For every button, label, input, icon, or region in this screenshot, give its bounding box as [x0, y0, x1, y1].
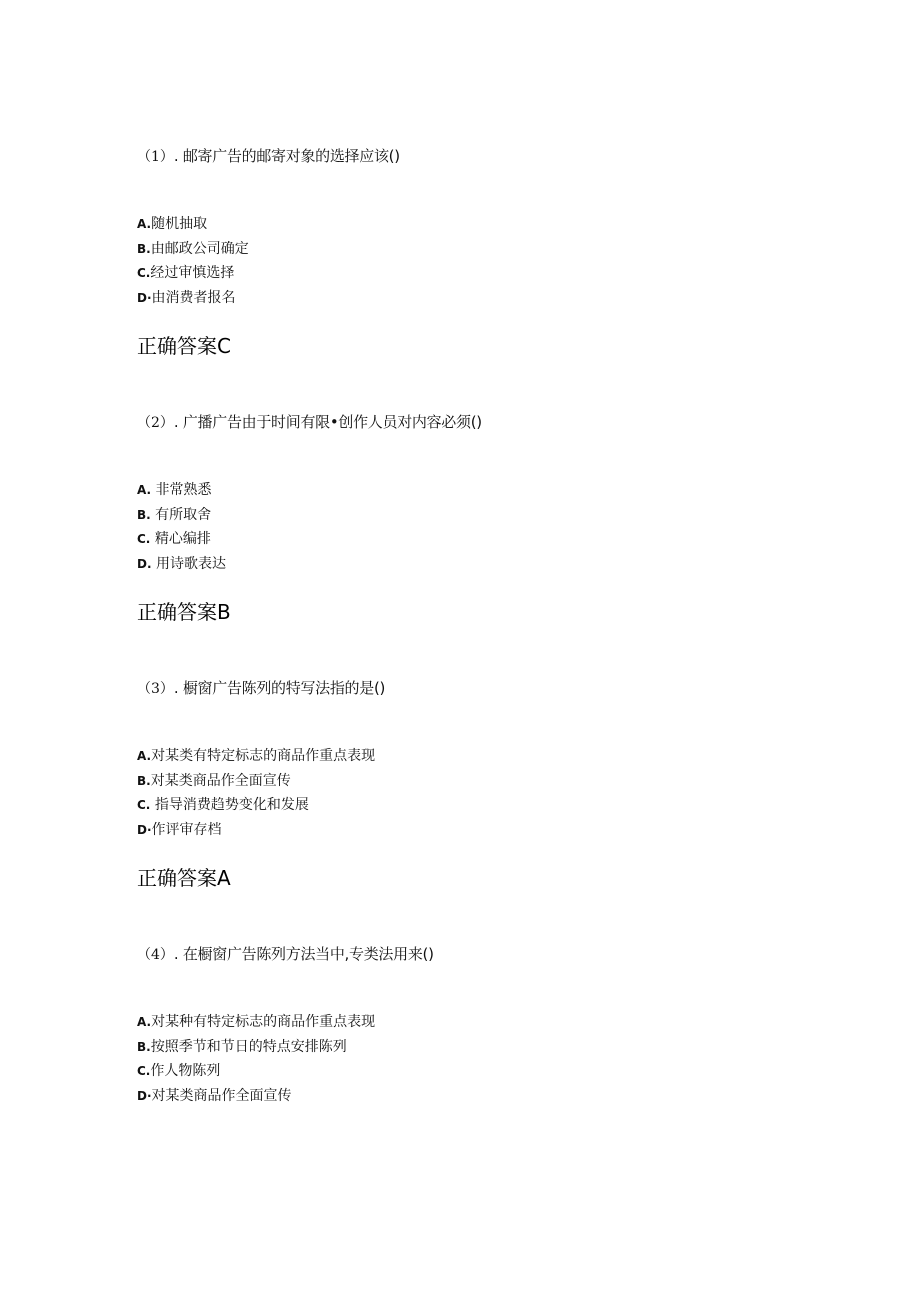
- option-d: [137, 286, 837, 311]
- option-b: [137, 237, 837, 262]
- option-letter: B.: [137, 507, 151, 522]
- option-list: [137, 744, 837, 842]
- option-text: 对某类有特定标志的商品作重点表现: [151, 748, 376, 764]
- question-block-2: [137, 411, 837, 626]
- question-number: （1）: [137, 149, 174, 165]
- option-text: 随机抽取: [151, 216, 208, 232]
- option-c: [137, 1059, 837, 1084]
- option-letter: B.: [137, 773, 151, 788]
- question-block-3: [137, 677, 837, 892]
- question-text: [137, 411, 837, 433]
- option-letter: C.: [137, 266, 151, 280]
- option-text: 由消费者报名: [151, 289, 236, 306]
- option-c: [137, 261, 837, 286]
- option-letter: D·: [137, 822, 152, 837]
- option-letter: A.: [137, 749, 152, 763]
- option-text: 精心编排: [150, 531, 211, 547]
- question-stem: . 邮寄广告的邮寄对象的选择应该(): [173, 147, 400, 165]
- question-stem: . 在橱窗广告陈列方法当中,专类法用来(): [173, 945, 434, 963]
- option-letter: D·: [137, 1088, 152, 1103]
- question-number: （3）: [137, 681, 174, 697]
- option-c: [137, 793, 837, 818]
- option-text: 对某类商品作全面宣传: [150, 772, 291, 789]
- option-text: 指导消费趋势变化和发展: [150, 797, 309, 813]
- option-letter: A.: [137, 1015, 152, 1029]
- option-letter: D·: [137, 290, 152, 305]
- correct-answer: 正确答案C: [137, 334, 231, 358]
- option-b: [137, 769, 837, 794]
- option-d: [137, 818, 837, 843]
- question-block-1: [137, 145, 837, 360]
- option-d: [137, 552, 837, 577]
- option-a: [137, 744, 837, 769]
- option-list: [137, 212, 837, 310]
- option-text: 有所取舍: [150, 506, 212, 523]
- option-text: 按照季节和节日的特点安排陈列: [150, 1038, 347, 1055]
- correct-answer: 正确答案A: [137, 866, 231, 890]
- option-text: 对某类商品作全面宣传: [151, 1087, 292, 1104]
- option-a: [137, 1010, 837, 1035]
- option-text: 用诗歌表达: [151, 555, 226, 572]
- option-letter: A.: [137, 483, 152, 497]
- option-letter: C.: [137, 798, 151, 812]
- option-text: 经过审慎选择: [150, 265, 235, 281]
- option-text: 作人物陈列: [150, 1063, 221, 1079]
- option-list: [137, 478, 837, 576]
- option-d: [137, 1084, 837, 1109]
- option-list: [137, 1010, 837, 1108]
- option-letter: C.: [137, 1064, 151, 1078]
- correct-answer: 正确答案B: [137, 600, 231, 624]
- option-letter: B.: [137, 241, 151, 256]
- option-c: [137, 527, 837, 552]
- option-letter: B.: [137, 1039, 151, 1054]
- question-stem: . 广播广告由于时间有限•创作人员对内容必须(): [173, 413, 482, 431]
- option-letter: D.: [137, 556, 152, 571]
- option-a: [137, 212, 837, 237]
- option-a: [137, 478, 837, 503]
- question-text: [137, 677, 837, 699]
- option-text: 对某种有特定标志的商品作重点表现: [151, 1014, 376, 1030]
- question-text: [137, 145, 837, 167]
- option-text: 由邮政公司确定: [150, 240, 249, 257]
- question-number: （4）: [137, 947, 174, 963]
- question-block-4: [137, 943, 837, 1108]
- question-stem: . 橱窗广告陈列的特写法指的是(): [173, 679, 386, 697]
- option-letter: C.: [137, 532, 151, 546]
- question-number: （2）: [137, 415, 174, 431]
- option-text: 非常熟悉: [151, 482, 212, 498]
- option-text: 作评审存档: [151, 821, 222, 838]
- option-letter: A.: [137, 217, 152, 231]
- option-b: [137, 1035, 837, 1060]
- option-b: [137, 503, 837, 528]
- question-text: [137, 943, 837, 965]
